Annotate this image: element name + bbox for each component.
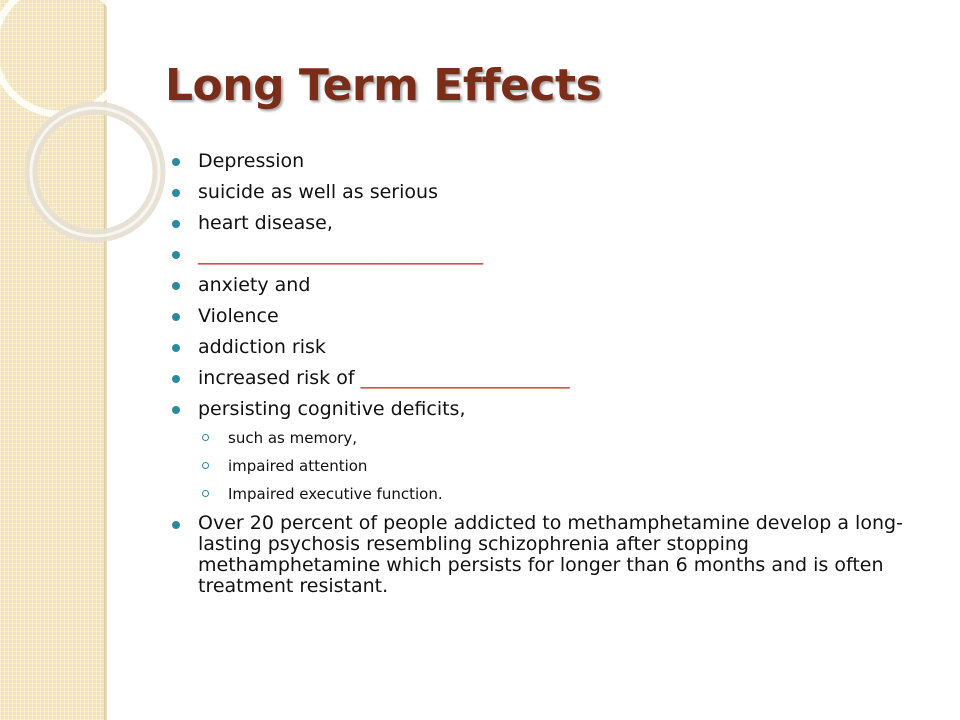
bullet-dot-icon	[172, 189, 180, 197]
bullet-item-anxiety	[168, 274, 928, 296]
sub-bullet-text: such as memory,	[228, 429, 358, 447]
bullet-item-violence	[168, 305, 928, 327]
bullet-item-depression	[168, 150, 928, 172]
sub-bullet-ring-icon	[202, 490, 209, 497]
bullet-text: persisting cognitive deficits,	[198, 398, 466, 420]
bullet-dot-icon	[172, 282, 180, 290]
decorative-ring-lower-highlight	[31, 108, 159, 236]
bullet-dot-icon	[172, 344, 180, 352]
bullet-item-blank	[168, 243, 928, 265]
bullet-text: anxiety and	[198, 274, 311, 296]
bullet-text: suicide as well as serious	[198, 181, 438, 203]
bullet-item-suicide	[168, 181, 928, 203]
bullet-item-cognitive-deficits	[168, 398, 928, 420]
bullet-item-heart-disease	[168, 212, 928, 234]
bullet-text: Violence	[198, 305, 279, 327]
bullet-text: Depression	[198, 150, 305, 172]
bullet-dot-icon	[172, 158, 180, 166]
sub-bullet-text: impaired attention	[228, 457, 368, 475]
sub-bullet-executive-function	[168, 485, 928, 503]
sub-bullet-ring-icon	[202, 462, 209, 469]
sub-bullet-text: Impaired executive function.	[228, 485, 443, 503]
bullet-item-psychosis	[168, 513, 928, 597]
slide-title: Long Term Effects	[165, 60, 602, 111]
bullet-item-increased-risk	[168, 367, 928, 389]
bullet-paragraph-text: Over 20 percent of people addicted to methamphetamine develop a long-lasting psychosis resembling schizophrenia after stopping methamphetamine which persists for longer than 6 months and is often treatment resistant.	[198, 512, 903, 597]
decorative-ring-upper	[0, 0, 126, 114]
sub-bullet-ring-icon	[202, 434, 209, 441]
bullet-dot-icon	[172, 313, 180, 321]
bullet-text: increased risk of	[198, 367, 355, 389]
fill-in-blank-short: ______________________	[360, 367, 570, 389]
bullet-dot-icon	[172, 251, 180, 259]
bullet-list	[168, 150, 928, 606]
bullet-dot-icon	[172, 375, 180, 383]
sub-bullet-memory	[168, 429, 928, 447]
bullet-text: heart disease,	[198, 212, 333, 234]
bullet-text: addiction risk	[198, 336, 326, 358]
sub-bullet-attention	[168, 457, 928, 475]
bullet-dot-icon	[172, 521, 180, 529]
bullet-dot-icon	[172, 220, 180, 228]
bullet-item-addiction-risk	[168, 336, 928, 358]
bullet-dot-icon	[172, 406, 180, 414]
fill-in-blank-long: ______________________________	[198, 243, 483, 265]
